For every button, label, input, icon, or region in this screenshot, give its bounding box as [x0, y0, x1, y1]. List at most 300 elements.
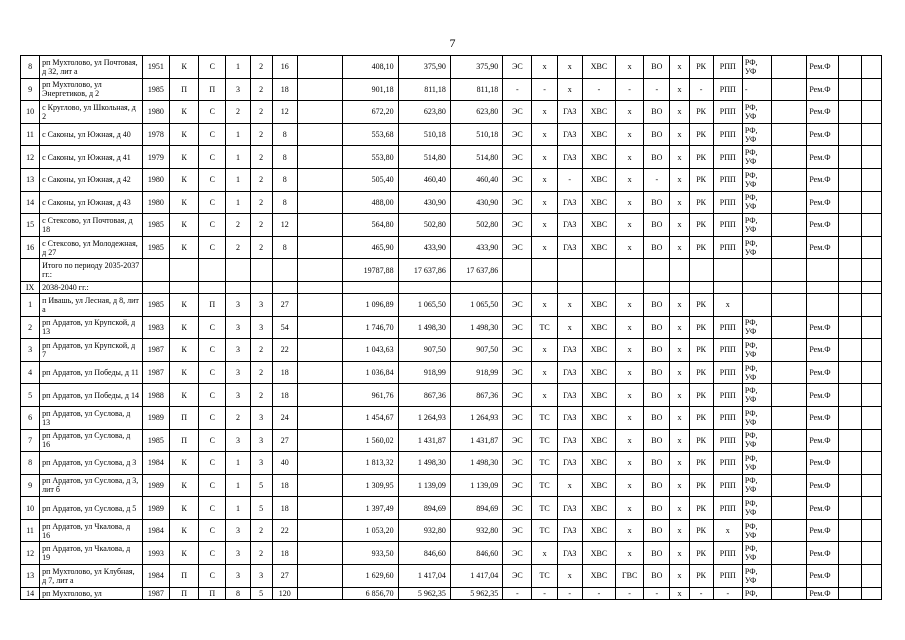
- rpp-cell: РПП: [713, 168, 742, 191]
- floors-cell: 2: [250, 542, 272, 565]
- entrances-cell: 2: [226, 406, 250, 429]
- repair-fund-cell: [807, 293, 838, 316]
- cold-water-cell: ХВС: [582, 236, 615, 259]
- year-cell: [142, 259, 169, 282]
- blank-cell: [838, 497, 861, 520]
- electricity-cell: [503, 259, 532, 282]
- floor-material-cell: С: [199, 452, 226, 475]
- table-row: [21, 191, 882, 214]
- year-cell: 1980: [142, 168, 169, 191]
- hot-water-cell: х: [616, 406, 644, 429]
- facade-cell: РФ, УФ: [742, 429, 771, 452]
- year-cell: 1989: [142, 474, 169, 497]
- blank-cell: [297, 293, 342, 316]
- hot-water-cell: -: [616, 78, 644, 101]
- blank-cell: [838, 565, 861, 588]
- hot-water-cell: х: [616, 236, 644, 259]
- roof-cell: [689, 281, 713, 293]
- blank-cell: [297, 281, 342, 293]
- year-cell: 1989: [142, 406, 169, 429]
- rpp-cell: х: [713, 519, 742, 542]
- floor-material-cell: С: [199, 565, 226, 588]
- row-number: 14: [21, 587, 40, 599]
- work-cell: [772, 474, 807, 497]
- facade-cell: РФ, УФ: [742, 474, 771, 497]
- total-area-cell: 408,10: [343, 56, 398, 79]
- living-area-cell: 510,18: [398, 123, 450, 146]
- total-area-cell: 488,00: [343, 191, 398, 214]
- apartments-cell: 18: [272, 361, 297, 384]
- facade-cell: РФ, УФ: [742, 123, 771, 146]
- address-cell: рп Ардатов, ул Чкалова, д 16: [40, 519, 143, 542]
- apartments-cell: 8: [272, 168, 297, 191]
- floor-material-cell: С: [199, 339, 226, 362]
- electricity-cell: ЭС: [503, 361, 532, 384]
- year-cell: 1993: [142, 542, 169, 565]
- gas-cell: ГАЗ: [557, 452, 582, 475]
- heating-cell: ТС: [532, 452, 557, 475]
- year-cell: 1987: [142, 361, 169, 384]
- apartments-cell: 22: [272, 339, 297, 362]
- repair-fund-cell: Рем.Ф: [807, 78, 838, 101]
- floors-cell: 2: [250, 146, 272, 169]
- address-cell: с Саконы, ул Южная, д 42: [40, 168, 143, 191]
- facade-cell: РФ, УФ: [742, 565, 771, 588]
- hot-water-cell: х: [616, 101, 644, 124]
- gas-cell: ГАЗ: [557, 191, 582, 214]
- blank-cell: [861, 587, 881, 599]
- rpp-cell: РПП: [713, 565, 742, 588]
- x-cell: х: [670, 191, 689, 214]
- table-row: [21, 259, 882, 282]
- table-row: [21, 384, 882, 407]
- living-area-cell: 514,80: [398, 146, 450, 169]
- facade-cell: [742, 259, 771, 282]
- hot-water-cell: х: [616, 168, 644, 191]
- blank-cell: [297, 361, 342, 384]
- wall-material-cell: К: [170, 452, 199, 475]
- roof-cell: РК: [689, 452, 713, 475]
- heating-cell: х: [532, 101, 557, 124]
- blank-cell: [297, 56, 342, 79]
- repair-fund-cell: Рем.Ф: [807, 316, 838, 339]
- rpp-cell: РПП: [713, 474, 742, 497]
- blank-cell: [861, 146, 881, 169]
- x-cell: х: [670, 339, 689, 362]
- electricity-cell: ЭС: [503, 452, 532, 475]
- hot-water-cell: х: [616, 429, 644, 452]
- cold-water-cell: ХВС: [582, 316, 615, 339]
- hot-water-cell: х: [616, 293, 644, 316]
- year-cell: 1983: [142, 316, 169, 339]
- roof-cell: РК: [689, 519, 713, 542]
- apartments-cell: [272, 259, 297, 282]
- wall-material-cell: К: [170, 191, 199, 214]
- table-row: [21, 452, 882, 475]
- wall-material-cell: К: [170, 56, 199, 79]
- x-cell: х: [670, 293, 689, 316]
- floors-cell: 5: [250, 497, 272, 520]
- rpp-cell: [713, 259, 742, 282]
- facade-cell: РФ, УФ: [742, 339, 771, 362]
- gas-cell: ГАЗ: [557, 542, 582, 565]
- address-cell: рп Ардатов, ул Суслова, д 16: [40, 429, 143, 452]
- gas-cell: ГАЗ: [557, 429, 582, 452]
- blank-cell: [838, 101, 861, 124]
- heating-cell: х: [532, 123, 557, 146]
- blank-cell: [297, 123, 342, 146]
- hot-water-cell: х: [616, 316, 644, 339]
- x-cell: х: [670, 146, 689, 169]
- floors-cell: 2: [250, 78, 272, 101]
- row-number: 5: [21, 384, 40, 407]
- residential-area-cell: 811,18: [450, 78, 502, 101]
- table-row: [21, 214, 882, 237]
- blank-cell: [838, 474, 861, 497]
- total-area-cell: 1 043,63: [343, 339, 398, 362]
- row-number: 8: [21, 452, 40, 475]
- hot-water-cell: ГВС: [616, 565, 644, 588]
- living-area-cell: [398, 281, 450, 293]
- gas-cell: х: [557, 293, 582, 316]
- apartments-cell: 120: [272, 587, 297, 599]
- row-number: 10: [21, 101, 40, 124]
- work-cell: [772, 78, 807, 101]
- address-cell: рп Ардатов, ул Суслова, д 3, лит б: [40, 474, 143, 497]
- wall-material-cell: П: [170, 565, 199, 588]
- hot-water-cell: х: [616, 384, 644, 407]
- work-cell: [772, 565, 807, 588]
- address-cell: рп Мухтолово, ул: [40, 587, 143, 599]
- entrances-cell: 3: [226, 565, 250, 588]
- year-cell: 1984: [142, 452, 169, 475]
- apartments-cell: 8: [272, 123, 297, 146]
- floor-material-cell: П: [199, 78, 226, 101]
- floor-material-cell: П: [199, 293, 226, 316]
- cold-water-cell: ХВС: [582, 565, 615, 588]
- repair-fund-cell: Рем.Ф: [807, 429, 838, 452]
- floor-material-cell: П: [199, 587, 226, 599]
- total-area-cell: 1 036,84: [343, 361, 398, 384]
- wall-material-cell: К: [170, 497, 199, 520]
- electricity-cell: ЭС: [503, 384, 532, 407]
- electricity-cell: -: [503, 587, 532, 599]
- blank-cell: [838, 293, 861, 316]
- heating-cell: [532, 281, 557, 293]
- year-cell: 1980: [142, 101, 169, 124]
- roof-cell: РК: [689, 56, 713, 79]
- blank-cell: [838, 281, 861, 293]
- entrances-cell: 3: [226, 429, 250, 452]
- table-row: [21, 406, 882, 429]
- cold-water-cell: ХВС: [582, 123, 615, 146]
- apartments-cell: 12: [272, 101, 297, 124]
- blank-cell: [838, 429, 861, 452]
- floor-material-cell: С: [199, 474, 226, 497]
- living-area-cell: 375,90: [398, 56, 450, 79]
- blank-cell: [861, 123, 881, 146]
- floor-material-cell: С: [199, 56, 226, 79]
- entrances-cell: 3: [226, 339, 250, 362]
- table-row: [21, 78, 882, 101]
- address-cell: рп Ардатов, ул Суслова, д 13: [40, 406, 143, 429]
- heating-cell: х: [532, 293, 557, 316]
- x-cell: х: [670, 452, 689, 475]
- living-area-cell: 460,40: [398, 168, 450, 191]
- residential-area-cell: 1 264,93: [450, 406, 502, 429]
- rpp-cell: РПП: [713, 101, 742, 124]
- wall-material-cell: П: [170, 429, 199, 452]
- blank-cell: [297, 565, 342, 588]
- work-cell: [772, 519, 807, 542]
- cold-water-cell: ХВС: [582, 361, 615, 384]
- blank-cell: [297, 146, 342, 169]
- housing-registry-table: [20, 55, 882, 600]
- table-row: [21, 587, 882, 599]
- row-number: 16: [21, 236, 40, 259]
- entrances-cell: 2: [226, 214, 250, 237]
- year-cell: 1951: [142, 56, 169, 79]
- cold-water-cell: ХВС: [582, 339, 615, 362]
- living-area-cell: 867,36: [398, 384, 450, 407]
- total-area-cell: 901,18: [343, 78, 398, 101]
- wall-material-cell: К: [170, 384, 199, 407]
- row-number: 4: [21, 361, 40, 384]
- total-area-cell: 6 856,70: [343, 587, 398, 599]
- blank-cell: [861, 565, 881, 588]
- entrances-cell: 1: [226, 168, 250, 191]
- gas-cell: -: [557, 168, 582, 191]
- entrances-cell: 1: [226, 123, 250, 146]
- drainage-cell: ВО: [644, 56, 670, 79]
- apartments-cell: 18: [272, 542, 297, 565]
- blank-cell: [838, 587, 861, 599]
- living-area-cell: 17 637,86: [398, 259, 450, 282]
- total-area-cell: 1 560,02: [343, 429, 398, 452]
- floors-cell: 3: [250, 316, 272, 339]
- hot-water-cell: х: [616, 519, 644, 542]
- work-cell: [772, 497, 807, 520]
- table-row: [21, 497, 882, 520]
- drainage-cell: ВО: [644, 384, 670, 407]
- floor-material-cell: С: [199, 168, 226, 191]
- table-row: [21, 281, 882, 293]
- blank-cell: [297, 497, 342, 520]
- gas-cell: [557, 281, 582, 293]
- entrances-cell: 2: [226, 101, 250, 124]
- entrances-cell: 2: [226, 236, 250, 259]
- heating-cell: ТС: [532, 519, 557, 542]
- living-area-cell: 1 417,04: [398, 565, 450, 588]
- living-area-cell: 1 139,09: [398, 474, 450, 497]
- entrances-cell: 1: [226, 497, 250, 520]
- drainage-cell: ВО: [644, 123, 670, 146]
- total-area-cell: 1 813,32: [343, 452, 398, 475]
- cold-water-cell: ХВС: [582, 406, 615, 429]
- drainage-cell: [644, 281, 670, 293]
- address-cell: рп Ардатов, ул Крупской, д 7: [40, 339, 143, 362]
- blank-cell: [861, 78, 881, 101]
- roof-cell: РК: [689, 214, 713, 237]
- year-cell: 1985: [142, 293, 169, 316]
- rpp-cell: х: [713, 293, 742, 316]
- entrances-cell: 3: [226, 78, 250, 101]
- blank-cell: [297, 474, 342, 497]
- floor-material-cell: С: [199, 497, 226, 520]
- facade-cell: РФ, УФ: [742, 101, 771, 124]
- residential-area-cell: 1 498,30: [450, 452, 502, 475]
- residential-area-cell: 846,60: [450, 542, 502, 565]
- entrances-cell: 1: [226, 474, 250, 497]
- electricity-cell: ЭС: [503, 565, 532, 588]
- residential-area-cell: 894,69: [450, 497, 502, 520]
- cold-water-cell: ХВС: [582, 101, 615, 124]
- blank-cell: [297, 384, 342, 407]
- electricity-cell: ЭС: [503, 316, 532, 339]
- entrances-cell: [226, 281, 250, 293]
- blank-cell: [861, 452, 881, 475]
- rpp-cell: [713, 281, 742, 293]
- hot-water-cell: х: [616, 146, 644, 169]
- residential-area-cell: 17 637,86: [450, 259, 502, 282]
- drainage-cell: ВО: [644, 236, 670, 259]
- apartments-cell: 18: [272, 384, 297, 407]
- electricity-cell: ЭС: [503, 497, 532, 520]
- year-cell: 1985: [142, 429, 169, 452]
- gas-cell: х: [557, 78, 582, 101]
- heating-cell: ТС: [532, 406, 557, 429]
- roof-cell: РК: [689, 429, 713, 452]
- work-cell: [772, 452, 807, 475]
- hot-water-cell: х: [616, 497, 644, 520]
- blank-cell: [861, 56, 881, 79]
- year-cell: 1978: [142, 123, 169, 146]
- drainage-cell: ВО: [644, 146, 670, 169]
- apartments-cell: 24: [272, 406, 297, 429]
- repair-fund-cell: Рем.Ф: [807, 384, 838, 407]
- wall-material-cell: П: [170, 78, 199, 101]
- living-area-cell: 932,80: [398, 519, 450, 542]
- repair-fund-cell: Рем.Ф: [807, 497, 838, 520]
- floor-material-cell: С: [199, 316, 226, 339]
- residential-area-cell: 907,50: [450, 339, 502, 362]
- work-cell: [772, 214, 807, 237]
- floor-material-cell: С: [199, 146, 226, 169]
- facade-cell: РФ, УФ: [742, 384, 771, 407]
- table-row: [21, 519, 882, 542]
- heating-cell: х: [532, 361, 557, 384]
- rpp-cell: РПП: [713, 429, 742, 452]
- living-area-cell: 502,80: [398, 214, 450, 237]
- facade-cell: [742, 293, 771, 316]
- apartments-cell: 54: [272, 316, 297, 339]
- repair-fund-cell: Рем.Ф: [807, 474, 838, 497]
- blank-cell: [297, 101, 342, 124]
- x-cell: х: [670, 123, 689, 146]
- drainage-cell: -: [644, 78, 670, 101]
- electricity-cell: ЭС: [503, 56, 532, 79]
- repair-fund-cell: Рем.Ф: [807, 587, 838, 599]
- wall-material-cell: К: [170, 101, 199, 124]
- roof-cell: -: [689, 78, 713, 101]
- drainage-cell: ВО: [644, 406, 670, 429]
- gas-cell: ГАЗ: [557, 236, 582, 259]
- drainage-cell: [644, 259, 670, 282]
- entrances-cell: 3: [226, 293, 250, 316]
- heating-cell: ТС: [532, 316, 557, 339]
- row-number: IX: [21, 281, 40, 293]
- hot-water-cell: [616, 281, 644, 293]
- blank-cell: [838, 78, 861, 101]
- heating-cell: х: [532, 168, 557, 191]
- work-cell: [772, 146, 807, 169]
- residential-area-cell: 1 431,87: [450, 429, 502, 452]
- year-cell: 1984: [142, 565, 169, 588]
- drainage-cell: -: [644, 168, 670, 191]
- electricity-cell: ЭС: [503, 406, 532, 429]
- blank-cell: [838, 384, 861, 407]
- electricity-cell: ЭС: [503, 542, 532, 565]
- table-row: [21, 339, 882, 362]
- apartments-cell: 40: [272, 452, 297, 475]
- living-area-cell: 846,60: [398, 542, 450, 565]
- facade-cell: РФ, УФ: [742, 191, 771, 214]
- x-cell: х: [670, 519, 689, 542]
- total-area-cell: 1 309,95: [343, 474, 398, 497]
- heating-cell: х: [532, 236, 557, 259]
- work-cell: [772, 101, 807, 124]
- residential-area-cell: 932,80: [450, 519, 502, 542]
- facade-cell: РФ, УФ: [742, 146, 771, 169]
- total-area-cell: [343, 281, 398, 293]
- entrances-cell: 3: [226, 361, 250, 384]
- floors-cell: 2: [250, 101, 272, 124]
- floors-cell: 3: [250, 406, 272, 429]
- blank-cell: [861, 361, 881, 384]
- residential-area-cell: 918,99: [450, 361, 502, 384]
- x-cell: х: [670, 429, 689, 452]
- floor-material-cell: С: [199, 542, 226, 565]
- table-row: [21, 361, 882, 384]
- blank-cell: [838, 214, 861, 237]
- roof-cell: РК: [689, 236, 713, 259]
- cold-water-cell: ХВС: [582, 56, 615, 79]
- blank-cell: [297, 214, 342, 237]
- apartments-cell: 27: [272, 293, 297, 316]
- wall-material-cell: К: [170, 214, 199, 237]
- floors-cell: [250, 259, 272, 282]
- blank-cell: [861, 542, 881, 565]
- table-row: [21, 236, 882, 259]
- roof-cell: РК: [689, 123, 713, 146]
- heating-cell: х: [532, 191, 557, 214]
- drainage-cell: ВО: [644, 316, 670, 339]
- repair-fund-cell: Рем.Ф: [807, 191, 838, 214]
- floors-cell: 2: [250, 339, 272, 362]
- rpp-cell: -: [713, 587, 742, 599]
- x-cell: х: [670, 587, 689, 599]
- year-cell: [142, 281, 169, 293]
- facade-cell: РФ, УФ: [742, 542, 771, 565]
- work-cell: [772, 236, 807, 259]
- floors-cell: 2: [250, 519, 272, 542]
- gas-cell: [557, 259, 582, 282]
- floors-cell: 3: [250, 565, 272, 588]
- drainage-cell: ВО: [644, 519, 670, 542]
- blank-cell: [861, 339, 881, 362]
- year-cell: 1985: [142, 236, 169, 259]
- wall-material-cell: К: [170, 542, 199, 565]
